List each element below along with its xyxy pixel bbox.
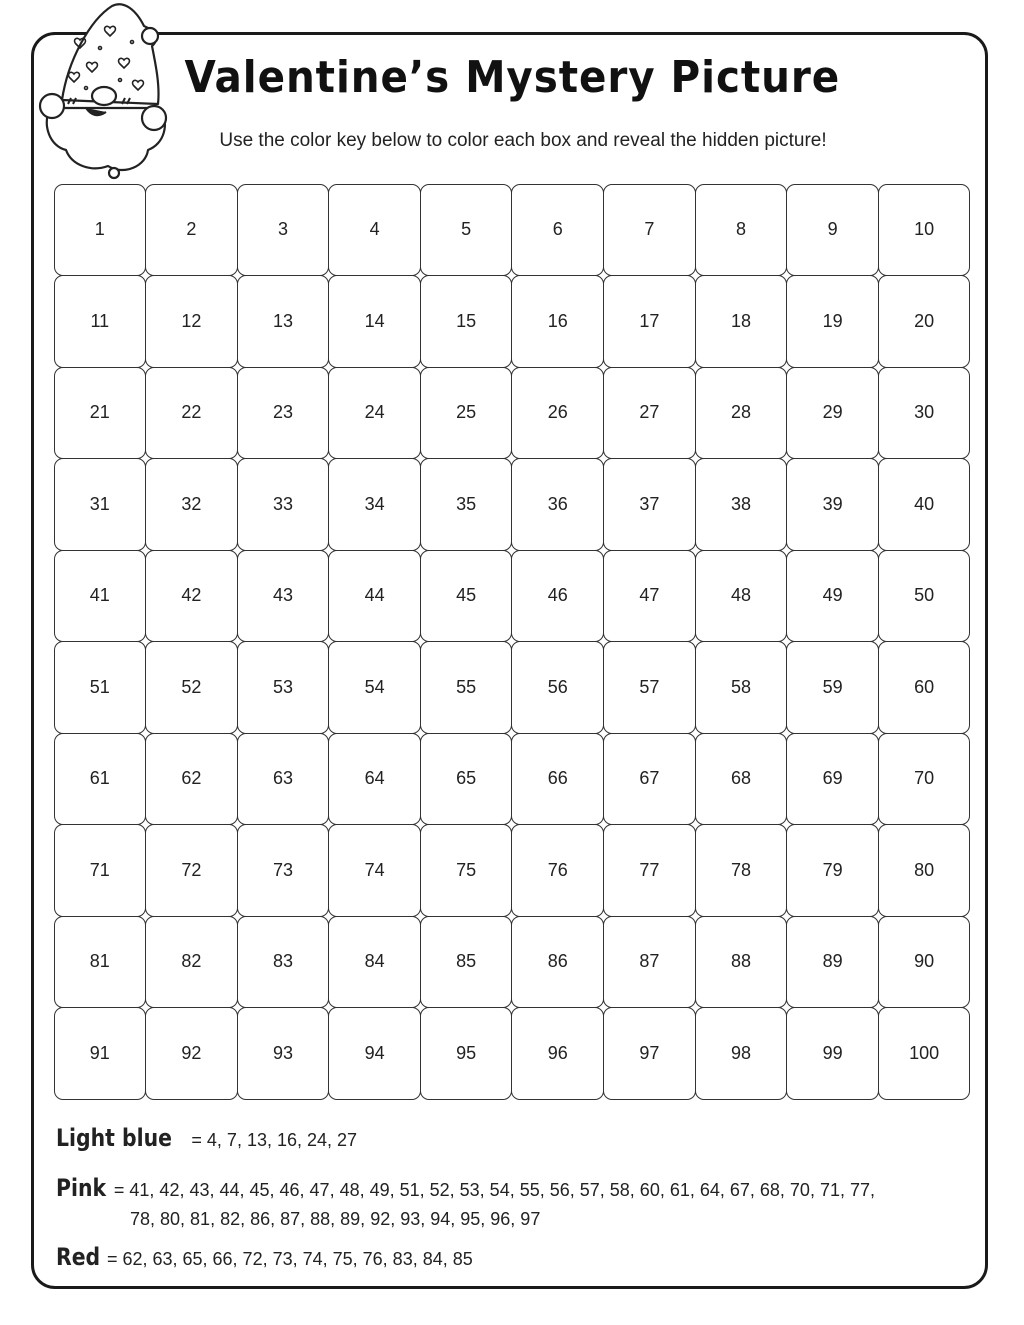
grid-cell[interactable]: 85 [420,916,513,1009]
grid-cell[interactable]: 50 [878,550,971,643]
grid-cell[interactable]: 35 [420,458,513,551]
grid-cell[interactable]: 73 [237,824,330,917]
grid-cell[interactable]: 7 [603,184,696,277]
grid-cell[interactable]: 96 [511,1007,604,1100]
grid-cell[interactable]: 23 [237,367,330,460]
grid-cell[interactable]: 48 [695,550,788,643]
grid-cell[interactable]: 11 [54,275,147,368]
grid-cell[interactable]: 76 [511,824,604,917]
grid-cell[interactable]: 91 [54,1007,147,1100]
grid-cell[interactable]: 83 [237,916,330,1009]
color-key-label: Light blue [56,1124,172,1152]
grid-cell[interactable]: 9 [786,184,879,277]
grid-cell[interactable]: 72 [145,824,238,917]
grid-cell[interactable]: 87 [603,916,696,1009]
color-key-pink [56,1174,966,1234]
grid-cell[interactable]: 79 [786,824,879,917]
grid-cell[interactable]: 56 [511,641,604,734]
grid-cell[interactable]: 68 [695,733,788,826]
grid-cell[interactable]: 58 [695,641,788,734]
grid-cell[interactable]: 2 [145,184,238,277]
grid-cell[interactable]: 89 [786,916,879,1009]
grid-cell[interactable]: 34 [328,458,421,551]
grid-cell[interactable]: 78 [695,824,788,917]
grid-cell[interactable]: 88 [695,916,788,1009]
grid-cell[interactable]: 61 [54,733,147,826]
grid-cell[interactable]: 22 [145,367,238,460]
grid-cell[interactable]: 18 [695,275,788,368]
grid-cell[interactable]: 3 [237,184,330,277]
grid-cell[interactable]: 84 [328,916,421,1009]
grid-cell[interactable]: 13 [237,275,330,368]
grid-cell[interactable]: 47 [603,550,696,643]
grid-cell[interactable]: 16 [511,275,604,368]
grid-cell[interactable]: 100 [878,1007,971,1100]
grid-cell[interactable]: 10 [878,184,971,277]
grid-cell[interactable]: 40 [878,458,971,551]
grid-cell[interactable]: 82 [145,916,238,1009]
page-title: Valentine’s Mystery Picture [184,52,840,103]
grid-cell[interactable]: 26 [511,367,604,460]
grid-cell[interactable]: 25 [420,367,513,460]
grid-cell[interactable]: 30 [878,367,971,460]
grid-cell[interactable]: 93 [237,1007,330,1100]
grid-cell[interactable]: 53 [237,641,330,734]
grid-cell[interactable]: 77 [603,824,696,917]
grid-cell[interactable]: 64 [328,733,421,826]
grid-cell[interactable]: 15 [420,275,513,368]
grid-cell[interactable]: 70 [878,733,971,826]
grid-cell[interactable]: 24 [328,367,421,460]
color-key-red [56,1243,473,1271]
grid-cell[interactable]: 28 [695,367,788,460]
grid-cell[interactable]: 1 [54,184,147,277]
grid-cell[interactable]: 66 [511,733,604,826]
grid-cell[interactable]: 62 [145,733,238,826]
grid-cell[interactable]: 52 [145,641,238,734]
grid-cell[interactable]: 74 [328,824,421,917]
grid-cell[interactable]: 80 [878,824,971,917]
grid-cell[interactable]: 90 [878,916,971,1009]
grid-cell[interactable]: 49 [786,550,879,643]
grid-cell[interactable]: 5 [420,184,513,277]
grid-cell[interactable]: 43 [237,550,330,643]
grid-cell[interactable]: 41 [54,550,147,643]
grid-cell[interactable]: 44 [328,550,421,643]
grid-cell[interactable]: 54 [328,641,421,734]
grid-cell[interactable]: 95 [420,1007,513,1100]
grid-cell[interactable]: 75 [420,824,513,917]
grid-cell[interactable]: 36 [511,458,604,551]
grid-cell[interactable]: 69 [786,733,879,826]
grid-cell[interactable]: 55 [420,641,513,734]
grid-cell[interactable]: 39 [786,458,879,551]
number-grid [54,184,970,1099]
grid-cell[interactable]: 29 [786,367,879,460]
grid-cell[interactable]: 81 [54,916,147,1009]
color-key-values: = 4, 7, 13, 16, 24, 27 [191,1130,358,1150]
grid-cell[interactable]: 27 [603,367,696,460]
color-key-values: = 41, 42, 43, 44, 45, 46, 47, 48, 49, 51, 52, 53, 54, 55, 56, 57, 58, 60, 61, 64, 67, 68, 70, 71, 77, [113,1180,875,1200]
grid-cell[interactable]: 65 [420,733,513,826]
grid-cell[interactable]: 71 [54,824,147,917]
grid-cell[interactable]: 60 [878,641,971,734]
grid-cell[interactable]: 99 [786,1007,879,1100]
grid-cell[interactable]: 38 [695,458,788,551]
grid-cell[interactable]: 57 [603,641,696,734]
grid-cell[interactable]: 12 [145,275,238,368]
grid-cell[interactable]: 14 [328,275,421,368]
grid-cell[interactable]: 32 [145,458,238,551]
grid-cell[interactable]: 4 [328,184,421,277]
grid-cell[interactable]: 19 [786,275,879,368]
grid-cell[interactable]: 20 [878,275,971,368]
color-key-values-continued: 78, 80, 81, 82, 86, 87, 88, 89, 92, 93, 94, 95, 96, 97 [130,1209,541,1229]
grid-cell[interactable]: 92 [145,1007,238,1100]
grid-cell[interactable]: 97 [603,1007,696,1100]
grid-cell[interactable]: 45 [420,550,513,643]
grid-cell[interactable]: 94 [328,1007,421,1100]
color-key-values: = 62, 63, 65, 66, 72, 73, 74, 75, 76, 83, 84, 85 [106,1249,473,1269]
color-key-light-blue [56,1124,357,1152]
grid-cell[interactable]: 59 [786,641,879,734]
grid-cell[interactable]: 8 [695,184,788,277]
grid-cell[interactable]: 42 [145,550,238,643]
grid-cell[interactable]: 51 [54,641,147,734]
grid-cell[interactable]: 33 [237,458,330,551]
grid-cell[interactable]: 67 [603,733,696,826]
grid-cell[interactable]: 6 [511,184,604,277]
grid-cell[interactable]: 31 [54,458,147,551]
grid-cell[interactable]: 63 [237,733,330,826]
grid-cell[interactable]: 46 [511,550,604,643]
grid-cell[interactable]: 37 [603,458,696,551]
grid-cell[interactable]: 17 [603,275,696,368]
grid-cell[interactable]: 98 [695,1007,788,1100]
grid-cell[interactable]: 86 [511,916,604,1009]
color-key-label: Pink [56,1174,107,1202]
instructions-text: Use the color key below to color each box and reveal the hidden picture! [219,130,827,151]
color-key-label: Red [56,1243,101,1271]
grid-cell[interactable]: 21 [54,367,147,460]
